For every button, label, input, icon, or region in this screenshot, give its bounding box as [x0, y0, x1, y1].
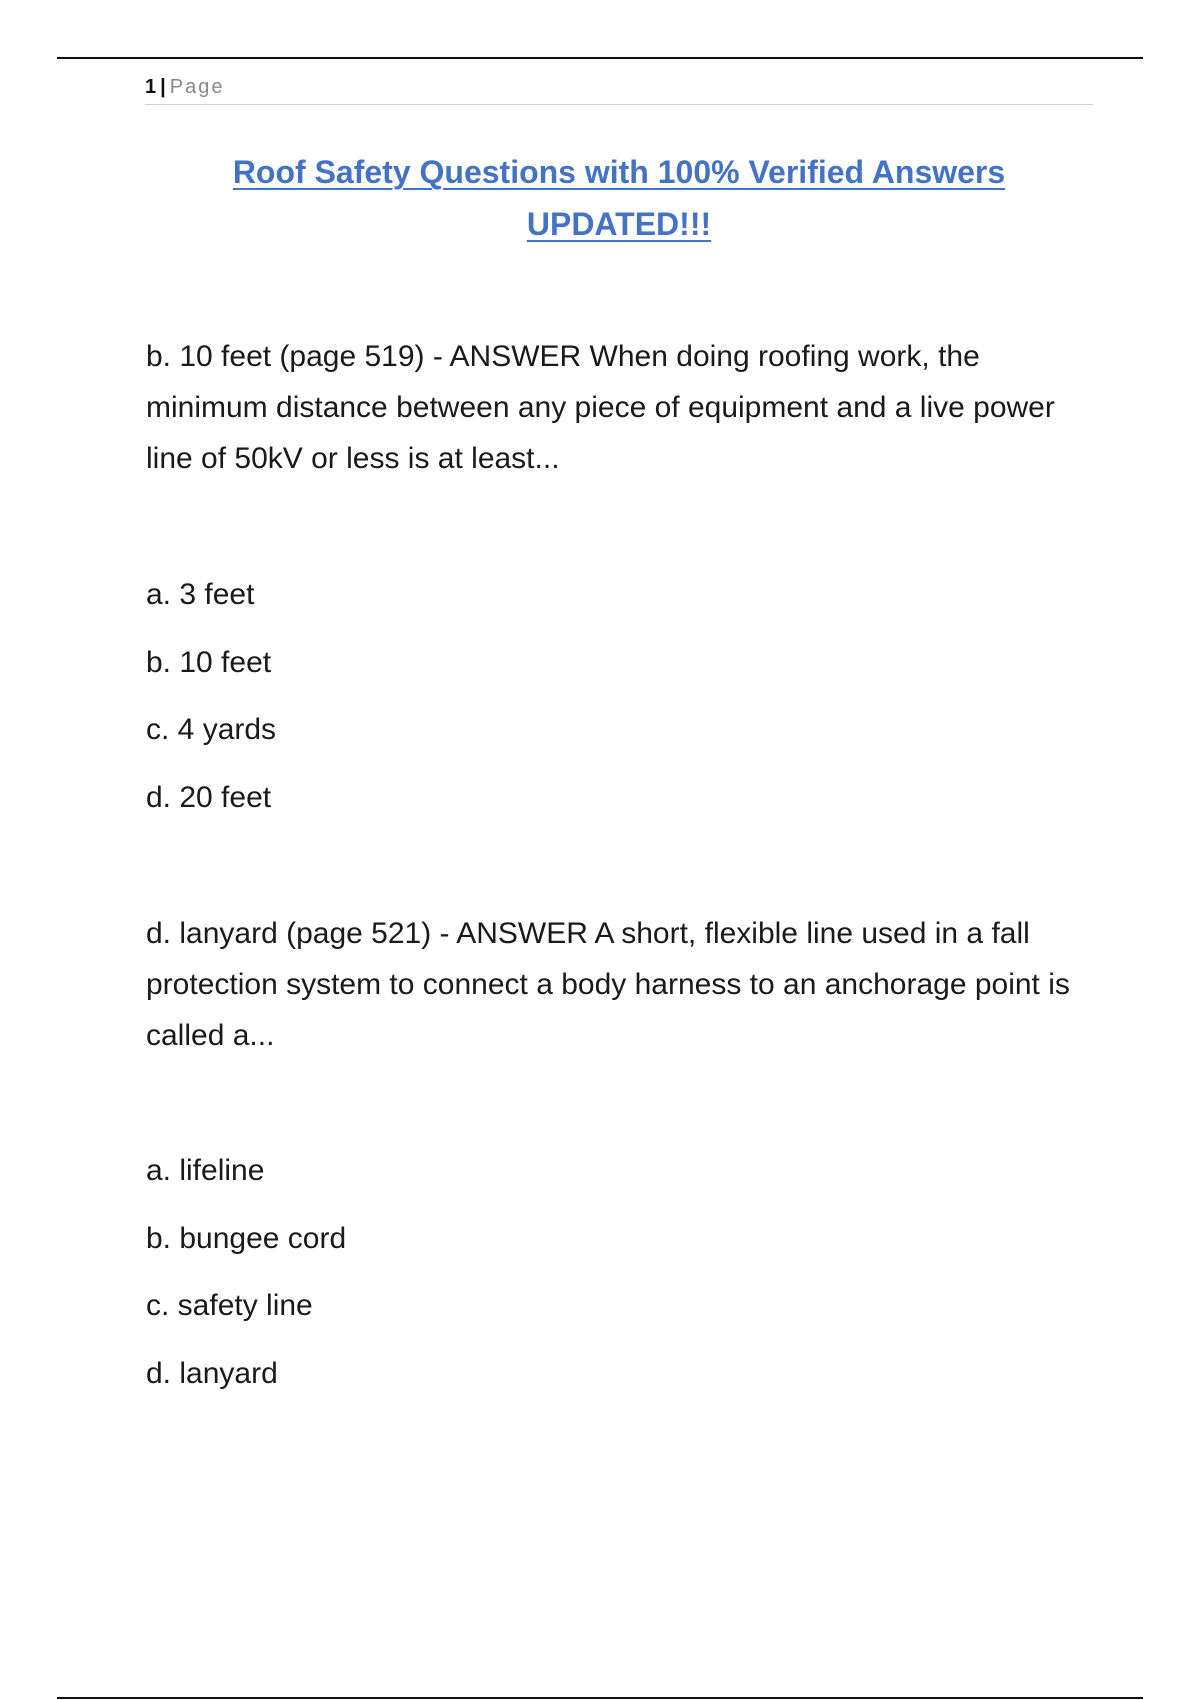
- document-title-line-1: Roof Safety Questions with 100% Verified Answers: [232, 154, 1006, 190]
- question-2-option-b: b. bungee cord: [146, 1222, 347, 1255]
- page-top-border: [57, 57, 1143, 59]
- question-1-text: b. 10 feet (page 519) - ANSWER When doing roofing work, the minimum distance between any piece of equipment and a live power line of 50kV or less is at least...: [146, 340, 1055, 475]
- question-2-text: d. lanyard (page 521) - ANSWER A short, flexible line used in a fall protection system to connect a body harness to an anchorage point is called a...: [146, 917, 1070, 1052]
- question-1-option-d: d. 20 feet: [146, 781, 272, 814]
- page-header: [145, 74, 1093, 105]
- question-1-option-b: b. 10 feet: [146, 646, 272, 679]
- page-number: 1: [145, 76, 157, 98]
- page-label: Page: [169, 76, 225, 98]
- question-1-option-a: a. 3 feet: [146, 578, 255, 611]
- document-title: [145, 146, 1093, 250]
- document-title-line-2: UPDATED!!!: [526, 206, 712, 242]
- question-1-option-c: c. 4 yards: [146, 713, 277, 746]
- question-2-option-a: a. lifeline: [146, 1154, 265, 1187]
- question-2-option-d: d. lanyard: [146, 1357, 278, 1390]
- question-2-option-c: c. safety line: [146, 1289, 313, 1322]
- page-bottom-border: [57, 1697, 1143, 1699]
- page-separator: |: [160, 76, 166, 98]
